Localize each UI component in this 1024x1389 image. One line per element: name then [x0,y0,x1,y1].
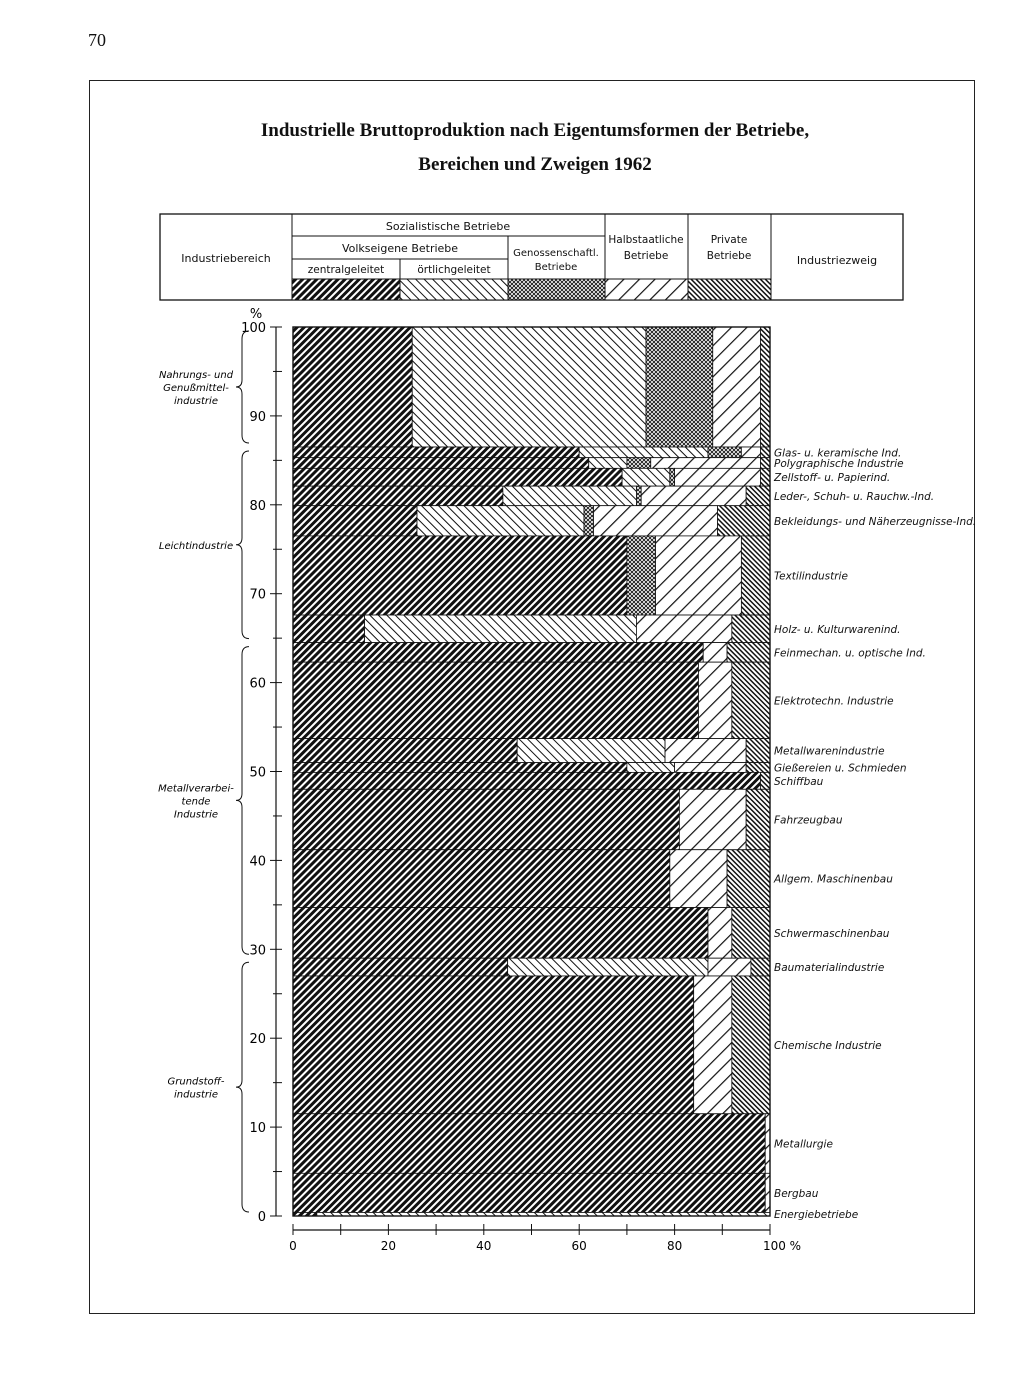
bar-segment [636,486,641,506]
bar-segment [708,447,741,458]
x-tick-label: 20 [380,1239,397,1253]
bar-segment [293,327,412,447]
branch-label: Fahrzeugbau [774,814,843,827]
bar-segment [503,486,637,506]
bar-segment [293,468,622,486]
bar-segment [293,976,694,1114]
bar-segment [622,468,670,486]
branch-label: Gießereien u. Schmieden [774,762,907,775]
group-label-line: Genußmittel- [163,383,229,395]
bar-segment [732,662,770,738]
y-tick-label: 40 [249,854,266,870]
bar-segment [741,447,760,458]
legend-sozialistische: Sozialistische Betriebe [385,220,511,233]
group-brace [236,647,249,955]
bar-segment [594,506,718,536]
bar-segment [293,536,627,615]
branch-label: Baumaterialindustrie [774,962,885,975]
x-tick-label: 0 [289,1239,297,1253]
legend-industriebereich: Industriebereich [181,252,271,265]
x-tick-label: 80 [666,1239,683,1253]
y-tick-label: 90 [249,409,266,425]
branch-label: Glas- u. keramische Ind. [774,447,902,460]
bar-segment [670,850,727,908]
bar-segment [293,789,679,849]
bar-segment [293,958,508,976]
legend-swatch-oertlichgeleitet [400,279,508,300]
bar-segment [703,643,727,663]
bar-segment [589,458,627,469]
bar-segment [412,327,646,447]
y-tick-label: 20 [249,1032,266,1048]
x-tick-label: 40 [476,1239,492,1253]
bar-segment [732,976,770,1114]
branch-label: Holz- u. Kulturwarenind. [774,623,901,636]
chart-title-line-1: Industrielle Bruttoproduktion nach Eigentumsformen der Betriebe, [260,120,810,141]
y-tick-label: 10 [249,1121,266,1137]
legend-zentralgeleitet: zentralgeleitet [307,264,385,276]
legend-swatch-privat [688,279,771,300]
bar-segment [760,327,770,447]
group-brace [236,962,249,1212]
group-label-line: industrie [174,1089,218,1101]
branch-label: Elektrotechn. Industrie [774,695,894,708]
legend-private-1: Private [710,234,748,246]
bar-segment [718,506,770,536]
bar-segment [708,958,751,976]
legend-halbstaatliche-2: Betriebe [623,250,669,262]
bar-segment [293,458,589,469]
legend-swatch-zentralgeleitet [292,279,400,300]
legend-industriezweig: Industriezweig [796,254,878,267]
legend-private-2: Betriebe [706,250,752,262]
bar-segment [708,908,732,959]
bar-segment [679,789,746,849]
bar-segment [651,458,761,469]
group-brace [236,331,249,443]
bar-segment [365,615,637,643]
group-label [159,541,233,552]
bar-segment [765,1114,770,1174]
y-tick-label: 60 [249,676,266,692]
y-tick-label: 100 [241,321,266,336]
bar-segment [293,486,503,506]
legend-swatch-genossenschaftlich [508,279,605,300]
bar-segment [751,958,770,976]
bar-segment [760,458,770,469]
group-label-line: Industrie [173,809,219,821]
bar-segment [746,739,770,763]
branch-label: Zellstoff- u. Papierind. [774,472,891,485]
branch-label: Schiffbau [774,775,824,788]
bar-segment [656,536,742,615]
bar-segment [627,458,651,469]
y-tick-label: 80 [249,498,266,514]
bar-segment [694,976,732,1114]
bar-segment [670,468,675,486]
y-axis-unit: % [249,307,263,322]
group-label-line: industrie [174,396,218,408]
bar-segment [584,506,594,536]
bar-segment [665,739,746,763]
bar-segment [508,958,708,976]
bar-segment [641,486,746,506]
bar-segment [760,772,770,789]
group-label-line: Grundstoff- [167,1076,225,1088]
bar-segment [727,643,770,663]
bar-segment [293,1114,765,1174]
x-tick-label: 60 [571,1239,587,1253]
bar-segment [293,643,703,663]
bar-segment [293,908,708,959]
branch-label: Metallurgie [774,1138,833,1151]
x-tick-label: 100 % [762,1239,802,1253]
bar-segment [698,662,731,738]
bar-segment [765,1173,770,1212]
bar-segment [293,739,517,763]
legend-halbstaatliche-1: Halbstaatliche [608,234,684,246]
bar-segment [293,772,760,789]
bar-segment [741,536,770,615]
bar-segment [675,468,761,486]
group-label-line: Metallverarbei- [158,783,234,795]
bar-segment [746,486,770,506]
bar-segment [746,789,770,849]
bar-segment [646,327,713,447]
branch-label: Textilindustrie [774,570,848,583]
legend-volkseigene: Volkseigene Betriebe [341,242,459,255]
bar-segment [293,506,417,536]
bar-segment [293,662,698,738]
bar-segment [517,739,665,763]
plot-area [158,307,976,1253]
bar-segment [746,763,770,773]
bar-segment [760,468,770,486]
y-tick-label: 0 [257,1210,266,1225]
legend-oertlichgeleitet: örtlichgeleitet [417,264,491,276]
bar-segment [727,850,770,908]
branch-label: Feinmechan. u. optische Ind. [774,647,926,660]
group-label-line: tende [181,796,211,808]
group-label-line: Nahrungs- und [158,370,234,382]
bar-segment [627,763,675,773]
legend-swatch-halbstaatlich [605,279,688,300]
group-brace [236,451,249,639]
bar-segment [293,615,365,643]
bar-segment [417,506,584,536]
branch-label: Leder-, Schuh- u. Rauchw.-Ind. [774,490,935,503]
group-label-line: Leichtindustrie [158,540,234,552]
y-tick-label: 70 [249,587,266,603]
page-number: 70 [88,30,106,50]
branch-label: Chemische Industrie [774,1039,882,1052]
branch-label: Polygraphische Industrie [774,458,904,471]
bar-segment [627,536,656,615]
branch-label: Bergbau [774,1187,819,1200]
chart-title-line-2: Bereichen und Zweigen 1962 [418,154,652,175]
group-label [158,783,234,820]
branch-label: Metallwarenindustrie [774,745,885,758]
branch-label: Schwermaschinenbau [774,927,890,940]
bar-segment [760,447,770,458]
bar-segment [636,615,731,643]
bar-segment [732,908,770,959]
bar-segment [732,615,770,643]
legend-genossenschaftl-1: Genossenschaftl. [513,248,599,259]
bar-segment [293,763,627,773]
branch-label: Bekleidungs- und Näherzeugnisse-Ind. [774,515,977,528]
branch-label: Allgem. Maschinenbau [774,873,893,886]
bar-segment [675,763,747,773]
bar-segment [293,447,579,458]
group-label [159,370,234,407]
group-label [168,1077,225,1101]
legend-genossenschaftl-2: Betriebe [534,262,578,273]
legend-table [160,214,903,300]
bar-segment [579,447,708,458]
bar-segment [293,1173,765,1212]
branch-label: Energiebetriebe [774,1209,859,1222]
bar-segment [293,850,670,908]
bar-segment [713,327,761,447]
y-tick-label: 30 [249,943,266,959]
y-tick-label: 50 [249,765,266,781]
